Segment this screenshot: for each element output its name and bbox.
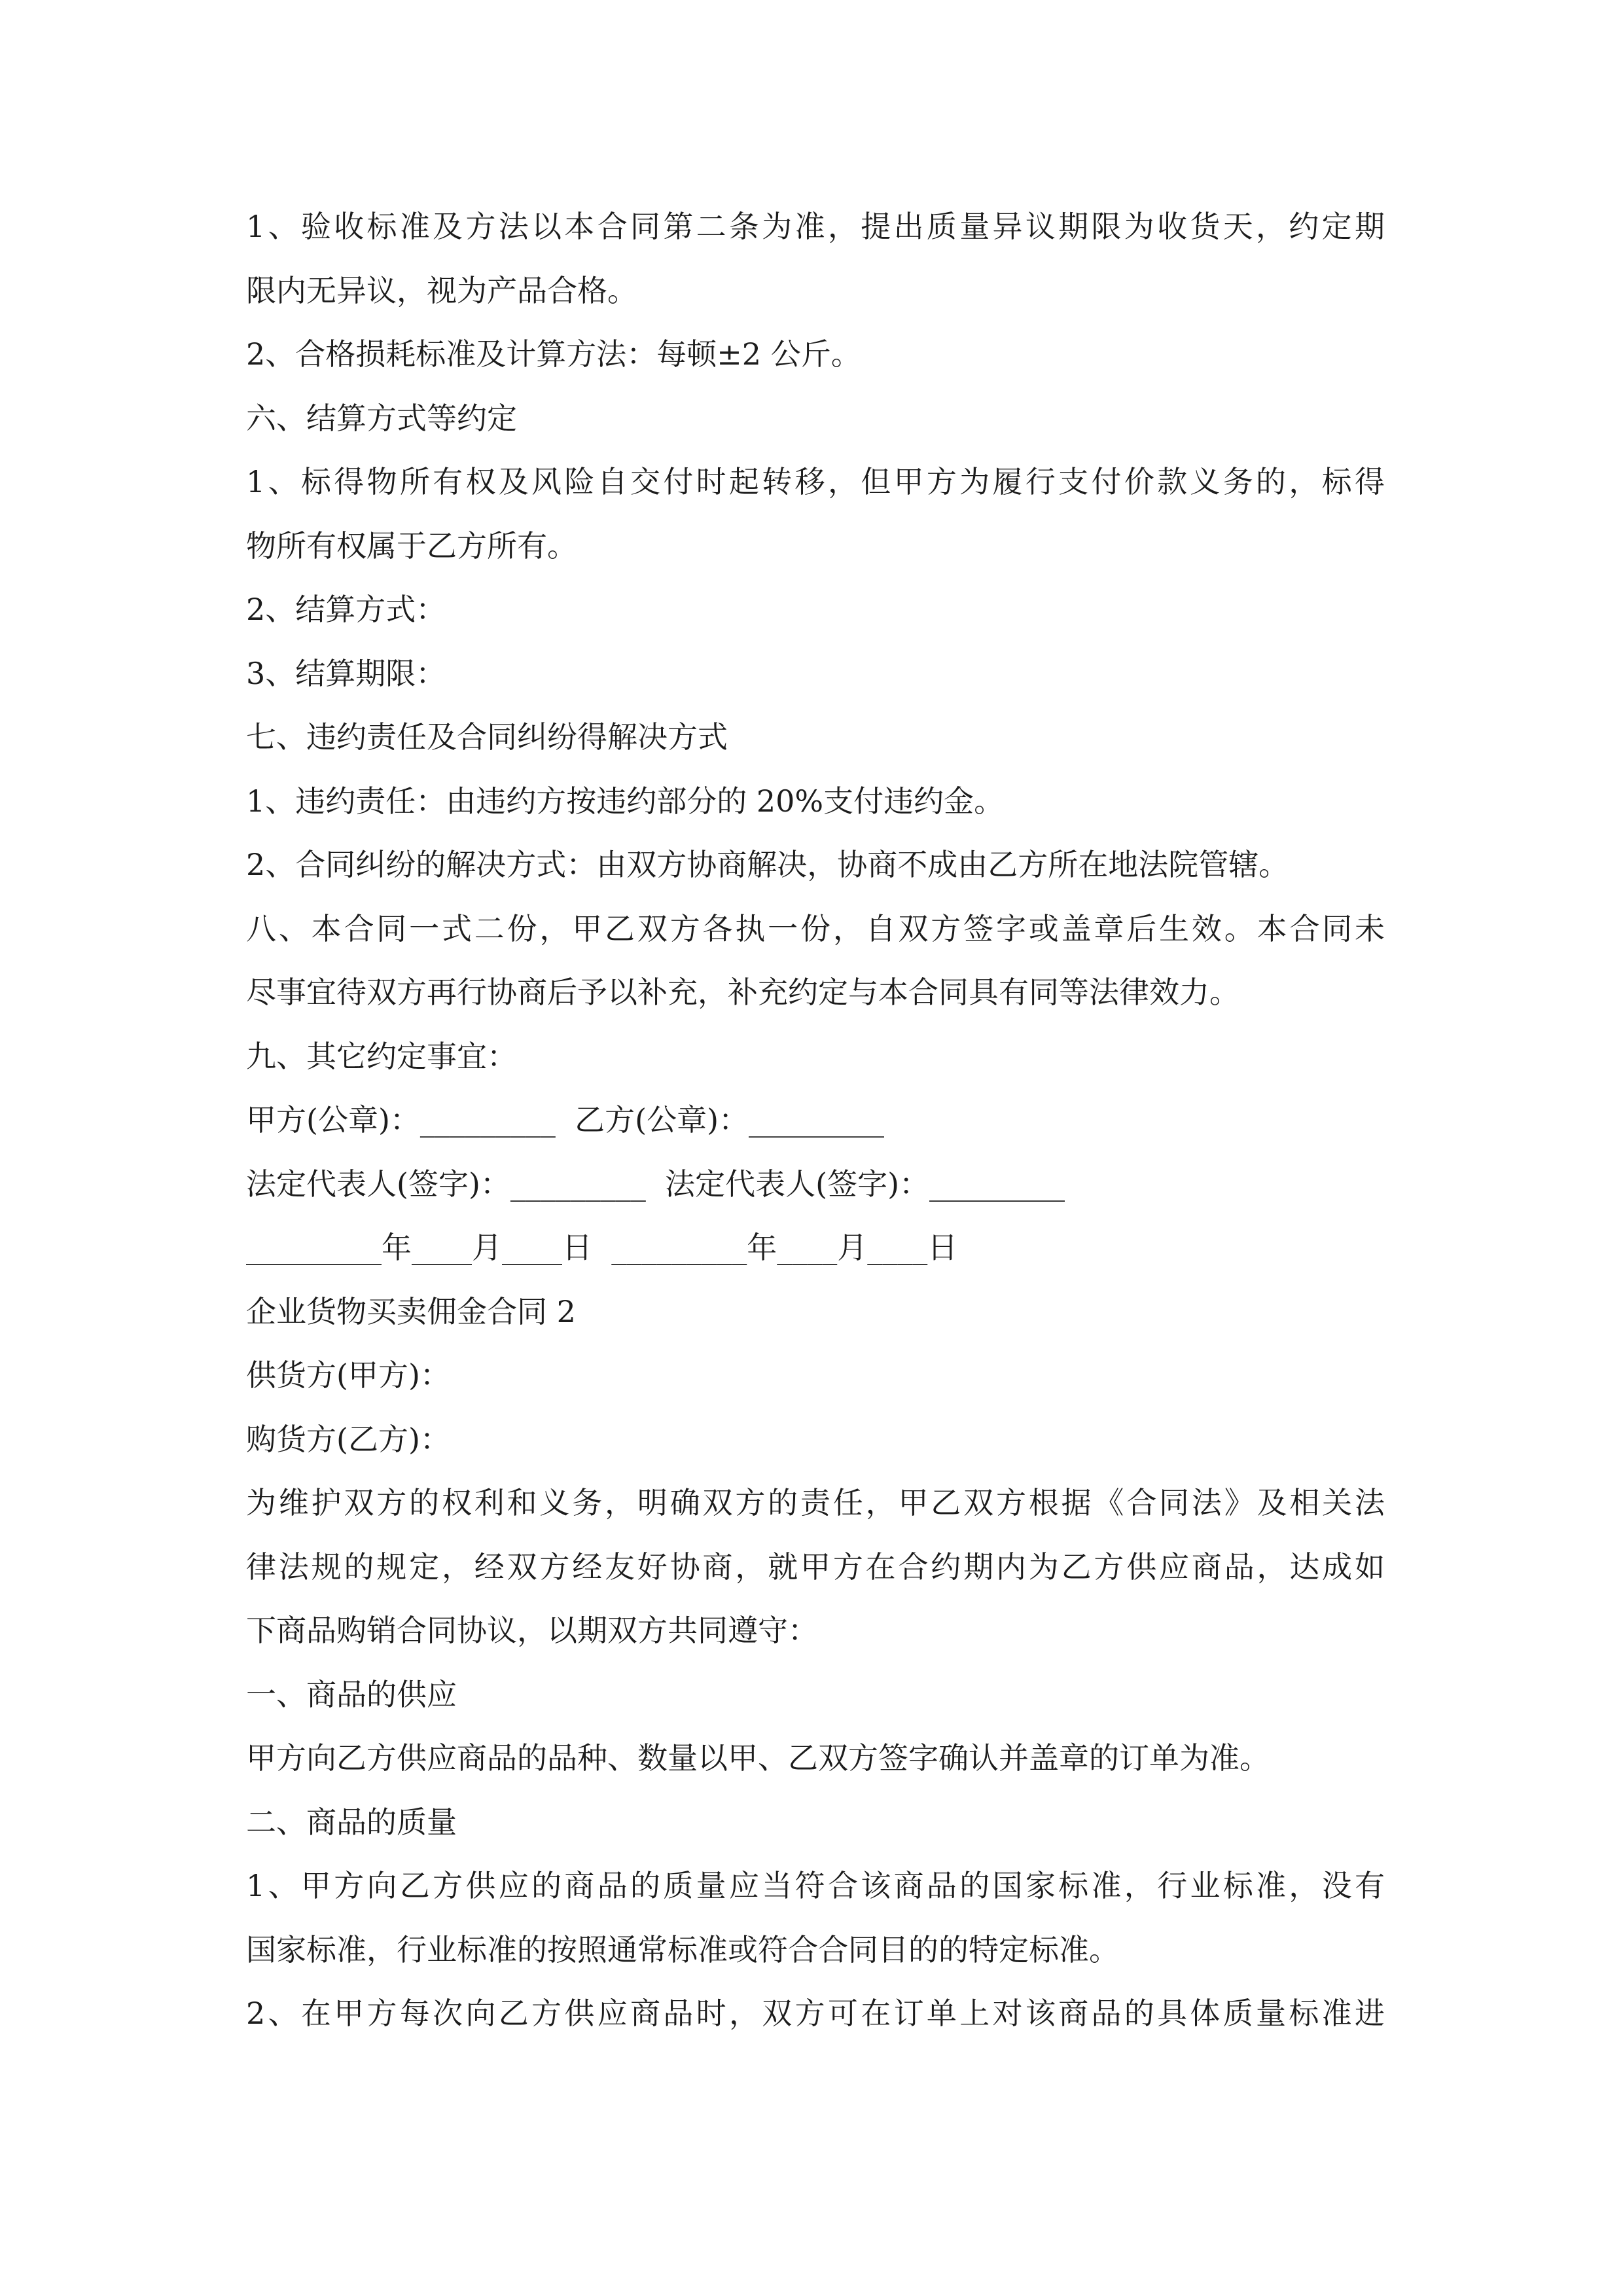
text-line: 1、违约责任：由违约方按违约部分的 20%支付违约金。 — [246, 783, 1005, 819]
text-line: 为维护双方的权利和义务，明确双方的责任，甲乙双方根据《合同法》及相关法 — [246, 1485, 1385, 1520]
purchaser-line: 购货方(乙方)： — [246, 1421, 450, 1457]
supplier-line: 供货方(甲方)： — [246, 1357, 450, 1393]
text-line: 2、结算方式： — [246, 592, 446, 627]
text-line: 1、标得物所有权及风险自交付时起转移，但甲方为履行支付价款义务的，标得 — [246, 464, 1385, 499]
text-line: 限内无异议，视为产品合格。 — [246, 272, 637, 308]
document-body — [246, 195, 1385, 2046]
section-heading: 二、商品的质量 — [246, 1804, 457, 1840]
text-line: 尽事宜待双方再行协商后予以补充，补充约定与本合同具有同等法律效力。 — [246, 975, 1240, 1010]
signature-seal-line: 甲方(公章)：_________ 乙方(公章)：_________ — [246, 1102, 885, 1138]
text-line: 物所有权属于乙方所有。 — [246, 528, 577, 564]
section-heading: 七、违约责任及合同纠纷得解决方式 — [246, 719, 728, 755]
section-heading: 一、商品的供应 — [246, 1676, 457, 1712]
text-line: 2、合同纠纷的解决方式：由双方协商解决，协商不成由乙方所在地法院管辖。 — [246, 847, 1289, 882]
signature-representative-line: 法定代表人(签字)：_________ 法定代表人(签字)：_________ — [246, 1166, 1065, 1202]
text-line: 甲方向乙方供应商品的品种、数量以甲、乙双方签字确认并盖章的订单为准。 — [246, 1740, 1270, 1776]
signature-date-line: _________年____月____日 _________年____月____日 — [246, 1230, 958, 1265]
text-line: 律法规的规定，经双方经友好协商，就甲方在合约期内为乙方供应商品，达成如 — [246, 1549, 1385, 1585]
text-line: 下商品购销合同协议，以期双方共同遵守： — [246, 1613, 818, 1648]
text-line: 1、验收标准及方法以本合同第二条为准，提出质量异议期限为收货天，约定期 — [246, 209, 1385, 244]
section-heading: 六、结算方式等约定 — [246, 400, 517, 436]
contract-title: 企业货物买卖佣金合同 2 — [246, 1293, 576, 1329]
text-line: 八、本合同一式二份，甲乙双方各执一份，自双方签字或盖章后生效。本合同未 — [246, 910, 1385, 946]
text-line: 3、结算期限： — [246, 655, 446, 691]
text-line: 2、合格损耗标准及计算方法：每顿±2 公斤。 — [246, 336, 861, 372]
text-line: 1、甲方向乙方供应的商品的质量应当符合该商品的国家标准，行业标准，没有 — [246, 1868, 1385, 1903]
text-line: 国家标准，行业标准的按照通常标准或符合合同目的的特定标准。 — [246, 1931, 1119, 1967]
text-line: 2、在甲方每次向乙方供应商品时，双方可在订单上对该商品的具体质量标准进 — [246, 1996, 1385, 2031]
section-heading: 九、其它约定事宜： — [246, 1038, 517, 1074]
